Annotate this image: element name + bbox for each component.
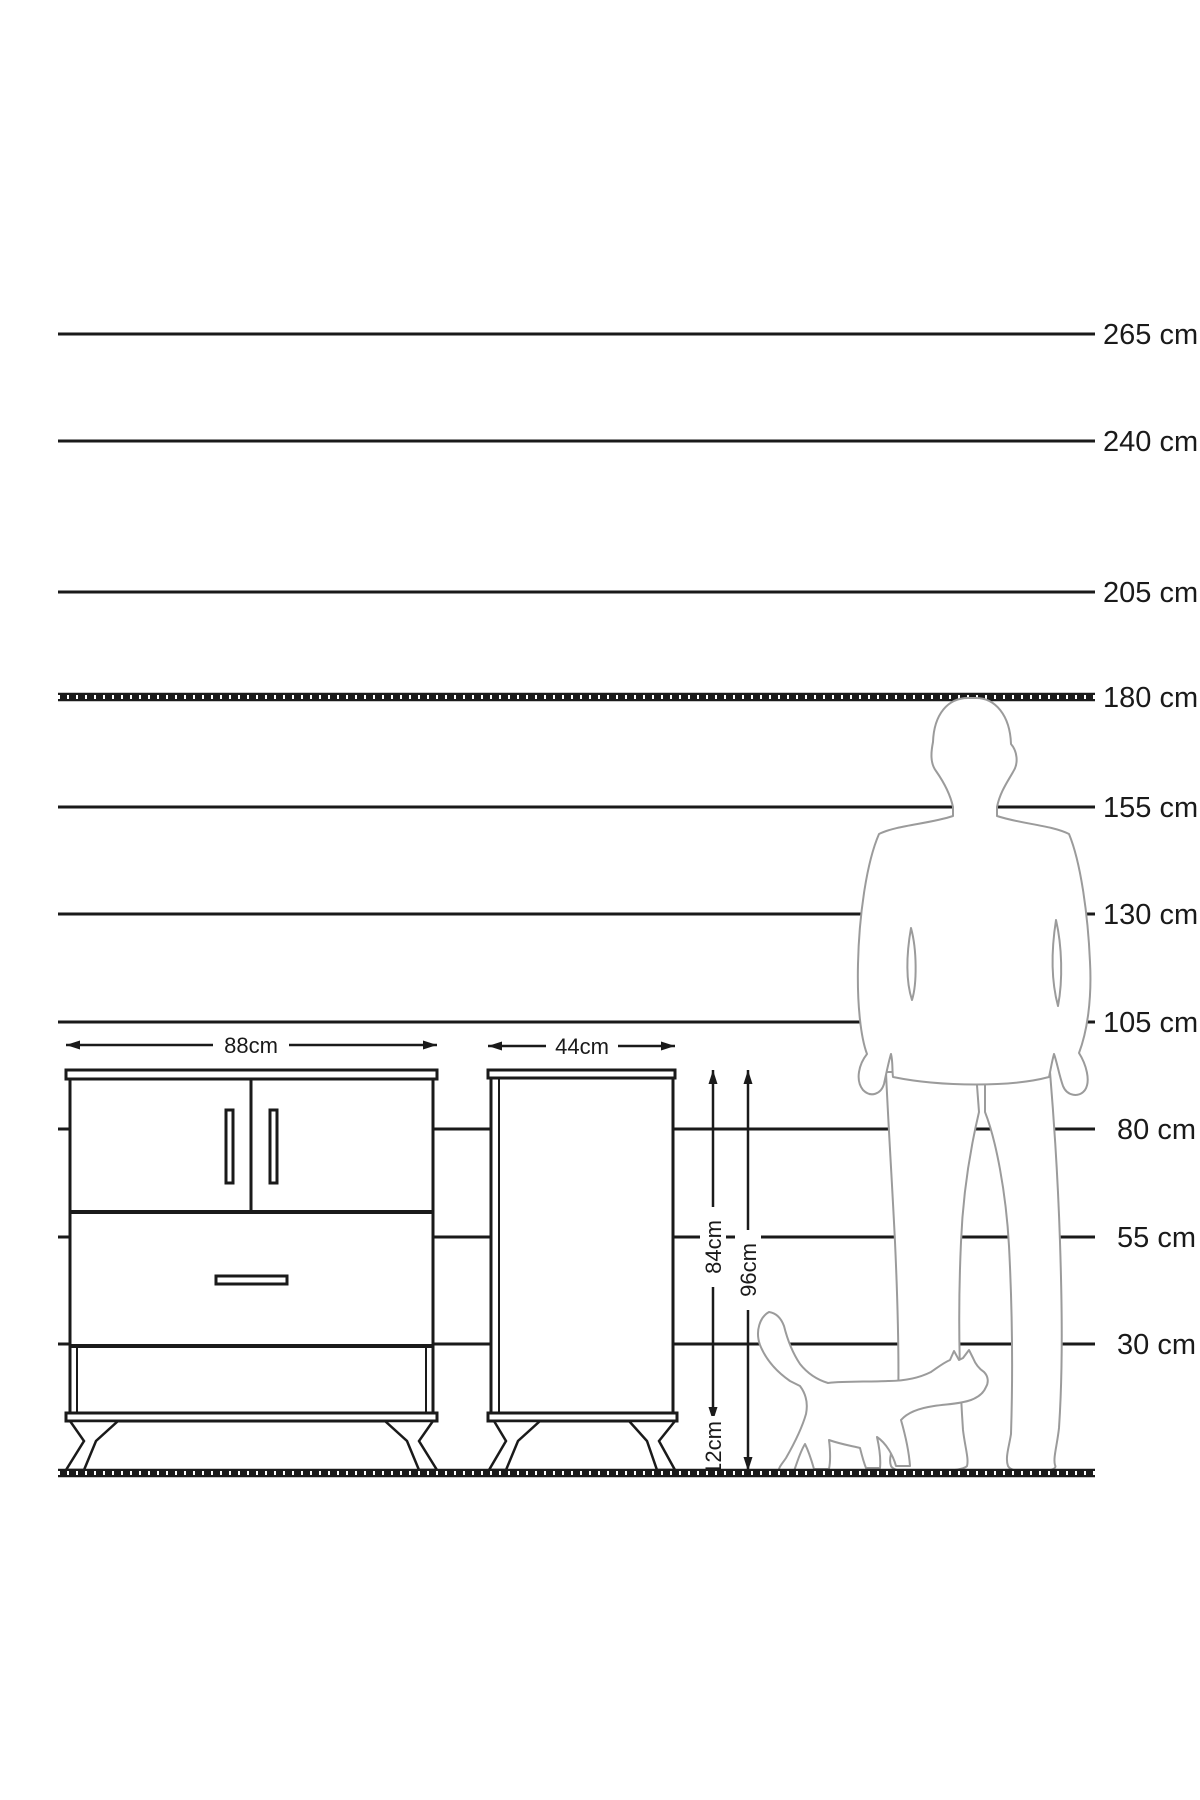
scale-line-180-hatched — [58, 694, 1095, 701]
total-height-label: 96cm — [736, 1243, 761, 1297]
cabinet-height-dimension — [700, 1070, 726, 1421]
side-width-arrow-right — [661, 1042, 675, 1051]
side-cabinet-body — [491, 1078, 673, 1413]
man-silhouette — [858, 698, 1091, 1472]
front-cabinet-drawer-handle — [216, 1276, 287, 1284]
scale-label-80: 80 cm — [1117, 1114, 1196, 1146]
side-cabinet — [488, 1070, 677, 1470]
front-width-arrow-left — [66, 1041, 80, 1050]
front-width-label: 88cm — [224, 1033, 278, 1058]
leg-height-label: 12cm — [701, 1421, 726, 1475]
man-right-leg — [985, 1072, 1062, 1472]
height-scale-labels — [1103, 319, 1198, 1361]
front-cabinet — [66, 1070, 437, 1470]
front-cabinet-right-leg — [385, 1421, 437, 1470]
side-cabinet-left-leg — [489, 1421, 540, 1470]
front-cabinet-left-leg — [66, 1421, 118, 1470]
scale-label-205: 205 cm — [1103, 577, 1199, 609]
side-width-arrow-left — [488, 1042, 502, 1051]
front-width-arrow-right — [423, 1041, 437, 1050]
scale-label-265: 265 cm — [1103, 319, 1199, 351]
scale-label-55: 55 cm — [1117, 1222, 1196, 1254]
cabinet-height-arrow-top — [709, 1070, 718, 1084]
front-cabinet-bottom-slab — [66, 1413, 437, 1421]
front-cabinet-top-slab — [66, 1070, 437, 1079]
front-width-dimension — [66, 1031, 437, 1059]
side-cabinet-top-slab — [488, 1070, 675, 1078]
cabinet-height-label: 84cm — [701, 1220, 726, 1274]
man-torso — [858, 698, 1091, 1095]
ground-line-hatched — [58, 1470, 1095, 1477]
front-cabinet-right-door-handle — [270, 1110, 277, 1183]
scale-label-155: 155 cm — [1103, 792, 1199, 824]
scale-label-30: 30 cm — [1117, 1329, 1196, 1361]
scale-label-130: 130 cm — [1103, 899, 1199, 931]
scale-label-180: 180 cm — [1103, 682, 1199, 714]
side-width-label: 44cm — [555, 1034, 609, 1059]
front-cabinet-left-door-handle — [226, 1110, 233, 1183]
scale-label-105: 105 cm — [1103, 1007, 1199, 1039]
scale-label-240: 240 cm — [1103, 426, 1199, 458]
side-width-dimension — [488, 1032, 675, 1060]
side-cabinet-right-leg — [629, 1421, 675, 1470]
total-height-arrow-top — [744, 1070, 753, 1084]
